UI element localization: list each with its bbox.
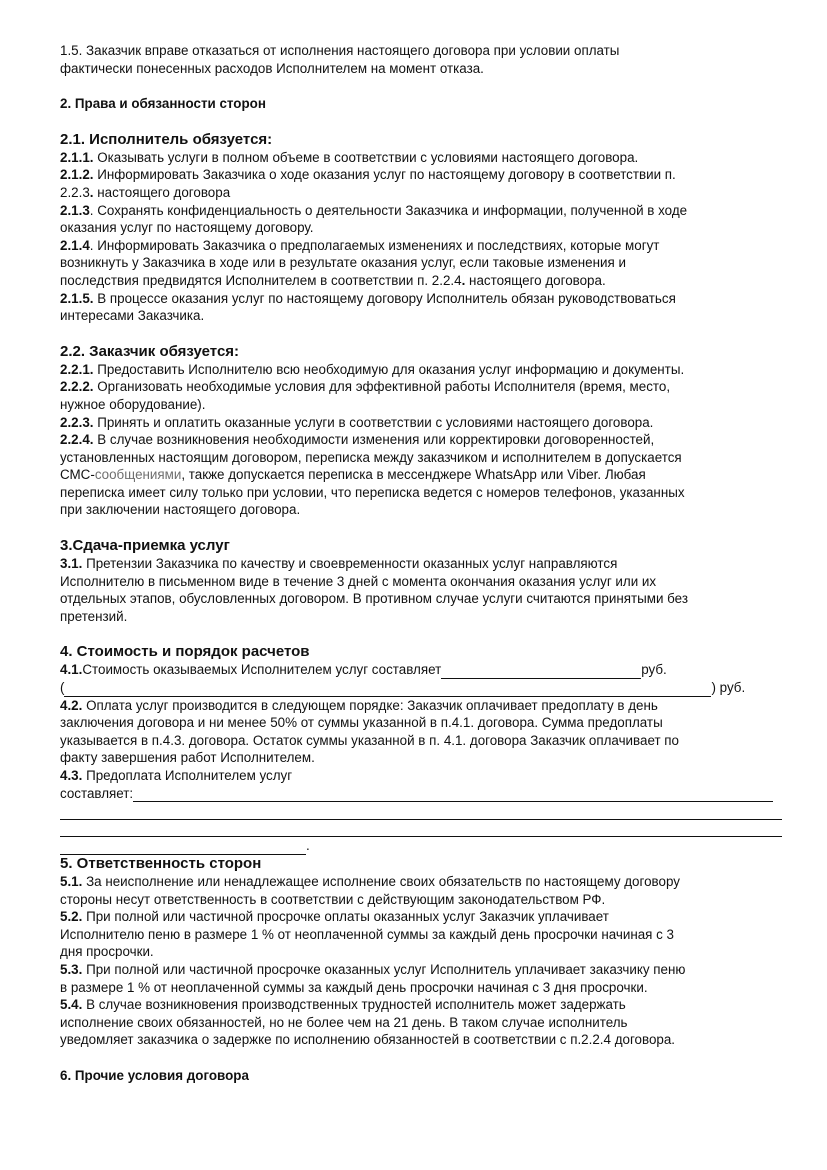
clause-number: 3.1. <box>60 556 83 572</box>
section-2-2-heading: 2.2. Заказчик обязуется: <box>60 342 240 360</box>
clause-number: 4.1. <box>60 662 83 678</box>
clause-number: 5.4. <box>60 997 83 1013</box>
prepayment-blank-line-4[interactable] <box>60 841 306 855</box>
clause-5-3: 5.3. При полной или частичной просрочке оказанных услуг Исполнитель уплачивает заказчику пеню <box>60 961 686 977</box>
clause-3-1-cont-3: претензий. <box>60 608 128 624</box>
clause-1-5-line-2: фактически понесенных расходов Исполнителем на момент отказа. <box>60 60 484 76</box>
clause-4-1: 4.1. Стоимость оказываемых Исполнителем услуг составляет руб. <box>60 662 667 678</box>
clause-2-2-4: 2.2.4. В случае возникновения необходимости изменения или корректировки договоренностей, <box>60 432 655 448</box>
clause-2-1-2-cont: 2.2.3. настоящего договора <box>60 184 231 200</box>
clause-4-2-cont: заключения договора и ни менее 50% от суммы указанной в п.4.1. договора. Сумма предоплаты <box>60 715 663 731</box>
clause-2-1-1: 2.1.1. Оказывать услуги в полном объеме в соответствии с условиями настоящего договора. <box>60 149 639 165</box>
prepayment-blank[interactable] <box>133 788 773 802</box>
clause-4-2-cont-2: указывается в п.4.3. договора. Остаток суммы указанной в п. 4.1. договора Заказчик оплачивает по <box>60 732 680 748</box>
clause-number: 2.1.2. <box>60 167 94 183</box>
clause-number: 2.1.4 <box>60 237 90 253</box>
clause-4-3: 4.3. Предоплата Исполнителем услуг <box>60 768 293 783</box>
clause-4-3-cont: составляет: <box>60 785 788 803</box>
clause-1-5-line-1: 1.5. Заказчик вправе отказаться от исполнения настоящего договора при условии оплаты <box>60 43 620 58</box>
clause-number: 5.2. <box>60 909 83 925</box>
section-2-1-heading: 2.1. Исполнитель обязуется: <box>60 130 273 148</box>
clause-2-1-5-cont: интересами Заказчика. <box>60 308 205 324</box>
clause-5-3-cont: в размере 1 % от неоплаченной суммы за каждый день просрочки начиная с 3 дня просрочки. <box>60 979 648 995</box>
clause-3-1-cont: Исполнителю в письменном виде в течение 3 дней с момента окончания оказания услуг или их <box>60 573 657 589</box>
clause-5-4: 5.4. В случае возникновения производственных трудностей исполнитель может задержать <box>60 997 626 1013</box>
clause-2-2-2: 2.2.2. Организовать необходимые условия для эффективной работы Исполнителя (время, место, <box>60 379 671 395</box>
clause-3-1: 3.1. Претензии Заказчика по качеству и своевременности оказанных услуг направляются <box>60 556 618 572</box>
clause-number: 2.2.1. <box>60 361 94 377</box>
price-in-words-blank[interactable] <box>64 683 711 697</box>
section-6-heading: 6. Прочие условия договора <box>60 1067 249 1083</box>
clause-5-2-cont: Исполнителю пеню в размере 1 % от неоплаченной суммы за каждый день просрочки начиная с 3 <box>60 926 674 942</box>
clause-2-2-2-cont: нужное оборудование). <box>60 396 206 412</box>
clause-2-2-4-cont-2: СМС-сообщениями, также допускается переписка в мессенджере WhatsApp или Viber. Любая <box>60 467 646 483</box>
section-4-heading: 4. Стоимость и порядок расчетов <box>60 643 310 661</box>
clause-5-2: 5.2. При полной или частичной просрочке оплаты оказанных услуг Заказчик уплачивает <box>60 909 609 925</box>
clause-number: 4.3. <box>60 768 83 783</box>
clause-2-1-3-cont: оказания услуг по настоящему договору. <box>60 220 314 236</box>
clause-2-1-4-cont-2: последствия предвидятся Исполнителем в соответствии п. 2.2.4. настоящего договора. <box>60 272 606 288</box>
price-blank[interactable] <box>441 665 641 679</box>
clause-number: 2.1.5. <box>60 290 94 306</box>
clause-number: 2.1.3 <box>60 202 90 218</box>
clause-5-1-cont: стороны несут ответственность в соответствии с действующим законодательством РФ. <box>60 891 606 907</box>
clause-2-1-5: 2.1.5. В процессе оказания услуг по настоящему договору Исполнитель обязан руководствоваться <box>60 290 676 306</box>
clause-5-2-cont-2: дня просрочки. <box>60 944 154 960</box>
clause-number: 2.2.2. <box>60 379 94 395</box>
clause-2-2-4-cont: установленных настоящим договором, переписка между заказчиком и исполнителем в допускается <box>60 449 682 465</box>
prepayment-blank-line-3[interactable] <box>60 820 782 838</box>
clause-2-2-3: 2.2.3. Принять и оплатить оказанные услуги в соответствии с условиями настоящего договора. <box>60 414 654 430</box>
clause-number: 5.1. <box>60 873 83 889</box>
clause-number: 2.2.3. <box>60 414 94 430</box>
clause-number: 5.3. <box>60 961 83 977</box>
clause-2-2-4-cont-3: переписка имеет силу только при условии, что переписка ведется с номеров телефонов, указанных <box>60 484 685 500</box>
clause-2-1-2: 2.1.2. Информировать Заказчика о ходе оказания услуг по настоящему договору в соответствии п. <box>60 167 676 183</box>
clause-3-1-cont-2: отдельных этапов, обусловленных договором. В противном случае услуги считаются принятыми без <box>60 591 688 607</box>
clause-4-1-cont: ( ) руб. <box>60 680 746 696</box>
section-3-heading: 3.Сдача-приемка услуг <box>60 537 230 555</box>
clause-2-1-4-cont: возникнуть у Заказчика в ходе или в результате оказания услуг, если таковые изменения и <box>60 255 626 271</box>
clause-2-1-4: 2.1.4. Информировать Заказчика о предполагаемых изменениях и последствиях, которые могут <box>60 237 660 253</box>
clause-2-1-3: 2.1.3. Сохранять конфиденциальность о деятельности Заказчика и информации, полученной в ходе <box>60 202 688 218</box>
clause-5-1: 5.1. За неисполнение или ненадлежащее исполнение своих обязательств по настоящему договору <box>60 873 680 889</box>
section-2-heading: 2. Права и обязанности сторон <box>60 96 266 112</box>
clause-5-4-cont-2: уведомляет заказчика о задержке по исполнению обязанностей в соответствии с п.2.2.4 договора. <box>60 1032 676 1048</box>
clause-2-2-1: 2.2.1. Предоставить Исполнителю всю необходимую для оказания услуг информацию и документы. <box>60 361 685 377</box>
section-5-heading: 5. Ответственность сторон <box>60 854 262 872</box>
clause-5-4-cont: исполнение своих обязанностей, но не более чем на 21 день. В таком случае исполнитель <box>60 1014 628 1030</box>
clause-number: 4.2. <box>60 697 83 713</box>
clause-number: 2.2.4. <box>60 432 94 448</box>
clause-number: 2.1.1. <box>60 149 94 165</box>
clause-4-3-end: . <box>60 837 788 855</box>
clause-4-2-cont-3: факту завершения работ Исполнителем. <box>60 750 315 766</box>
clause-2-2-4-cont-4: при заключении настоящего договора. <box>60 502 301 518</box>
prepayment-blank-line-2[interactable] <box>60 802 782 820</box>
contract-page <box>60 42 788 1085</box>
clause-4-2: 4.2. Оплата услуг производится в следующем порядке: Заказчик оплачивает предоплату в день <box>60 697 658 713</box>
